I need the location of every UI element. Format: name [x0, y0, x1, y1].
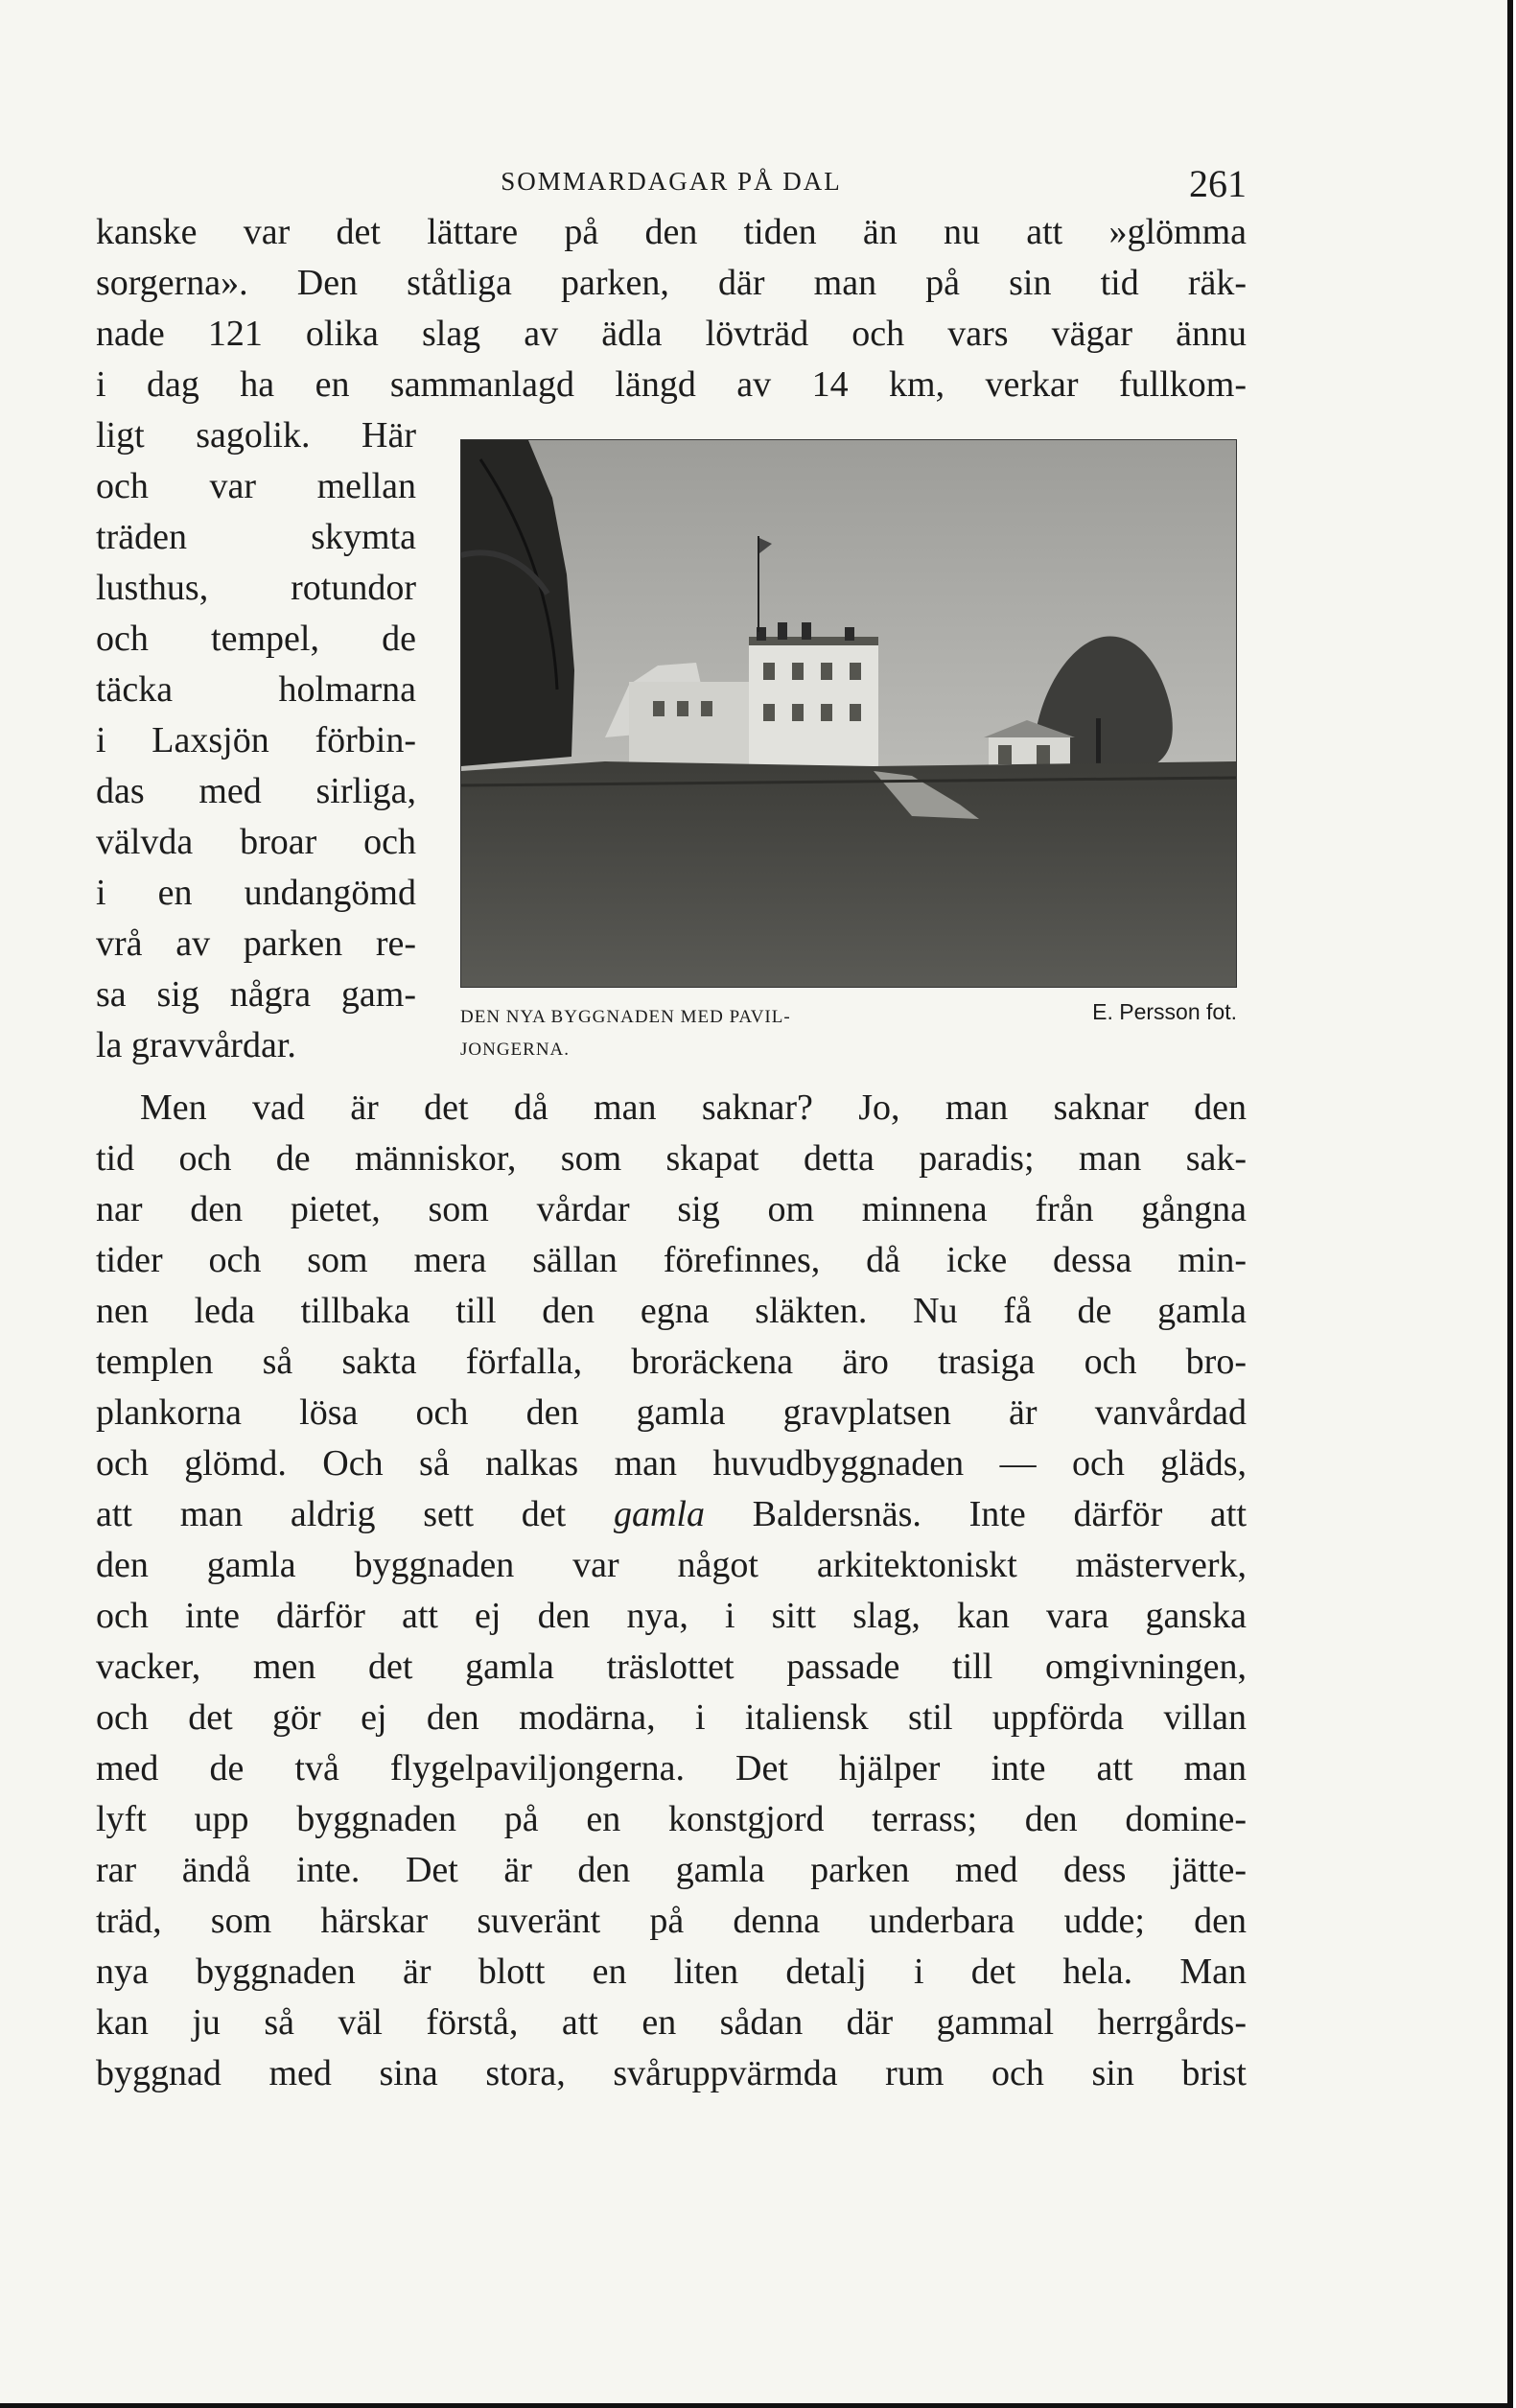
page-header [96, 161, 1247, 205]
text-line: lyft upp byggnaden på en konstgjord terrass; den domine- [96, 1799, 1247, 1839]
text-segment: Baldersnäs. Inte därför att [704, 1494, 1248, 1534]
text-line: tid och de människor, som skapat detta paradis; man sak- [96, 1138, 1247, 1179]
running-title: SOMMARDAGAR PÅ DAL [501, 167, 842, 196]
main-paragraph [96, 1083, 1247, 2099]
text-line: och det gör ej den modärna, i italiensk stil uppförda villan [96, 1697, 1247, 1738]
text-line: Men vad är det då man saknar? Jo, man saknar den [140, 1087, 1247, 1128]
text-line: i dag ha en sammanlagd längd av 14 km, verkar fullkom- [96, 364, 1247, 405]
text-line: och glömd. Och så nalkas man huvudbyggnaden — och gläds, [96, 1443, 1247, 1484]
text-line: rar ändå inte. Det är den gamla parken med dess jätte- [96, 1850, 1247, 1890]
text-line: byggnad med sina stora, svåruppvärmda rum och sin brist [96, 2053, 1247, 2093]
text-line: nya byggnaden är blott en liten detalj i det hela. Man [96, 1952, 1247, 1992]
text-line: nar den pietet, som vårdar sig om minnena från gångna [96, 1189, 1247, 1229]
photo-credit: E. Persson fot. [1092, 999, 1237, 1024]
text-line: lusthus, rotundor [96, 568, 416, 608]
text-line: välvda broar och [96, 822, 416, 862]
italic-word: gamla [613, 1494, 705, 1534]
text-line: templen så sakta förfalla, broräckena äro trasiga och bro- [96, 1342, 1247, 1382]
text-line: sorgerna». Den ståtliga parken, där man på sin tid räk- [96, 263, 1247, 303]
text-line: och inte därför att ej den nya, i sitt slag, kan vara ganska [96, 1596, 1247, 1636]
text-line: den gamla byggnaden var något arkitektoniskt mästerverk, [96, 1545, 1247, 1585]
text-line: tider och som mera sällan förefinnes, då icke dessa min- [96, 1240, 1247, 1280]
caption-line: JONGERNA. [460, 1040, 571, 1060]
text-line: i Laxsjön förbin- [96, 720, 416, 760]
text-segment: att man aldrig sett det [96, 1494, 614, 1534]
text-line: das med sirliga, [96, 771, 416, 811]
text-line [96, 1489, 1247, 1540]
text-line: i en undangömd [96, 873, 416, 913]
text-line: ligt sagolik. Här [96, 415, 416, 456]
text-line: med de två flygelpaviljongerna. Det hjälper inte att man [96, 1748, 1247, 1788]
text-line: vrå av parken re- [96, 923, 416, 964]
text-line: sa sig några gam- [96, 974, 416, 1015]
text-line: kanske var det lättare på den tiden än nu att »glömma [96, 212, 1247, 252]
text-line: vacker, men det gamla träslottet passade till omgivningen, [96, 1647, 1247, 1687]
text-line: träd, som härskar suveränt på denna underbara udde; den [96, 1901, 1247, 1941]
opening-paragraph [96, 207, 1247, 410]
figure-caption [460, 994, 1237, 1061]
text-line: la gravvårdar. [96, 1025, 296, 1065]
text-line: täcka holmarna [96, 669, 416, 710]
text-line: och tempel, de [96, 619, 416, 659]
caption-line: DEN NYA BYGGNADEN MED PAVIL- [460, 1007, 791, 1027]
figure [460, 439, 1237, 1061]
page-number: 261 [1189, 162, 1247, 205]
narrow-column [96, 410, 416, 1071]
text-line: nen leda tillbaka till den egna släkten. Nu få de gamla [96, 1291, 1247, 1331]
text-line: träden skymta [96, 517, 416, 557]
text-line: plankorna lösa och den gamla gravplatsen är vanvårdad [96, 1392, 1247, 1433]
caption-text [460, 1001, 997, 1066]
text-line: kan ju så väl förstå, att en sådan där gammal herrgårds- [96, 2002, 1247, 2043]
text-line: nade 121 olika slag av ädla lövträd och vars vägar ännu [96, 314, 1247, 354]
text-line: och var mellan [96, 466, 416, 506]
manor-photograph [460, 439, 1237, 988]
